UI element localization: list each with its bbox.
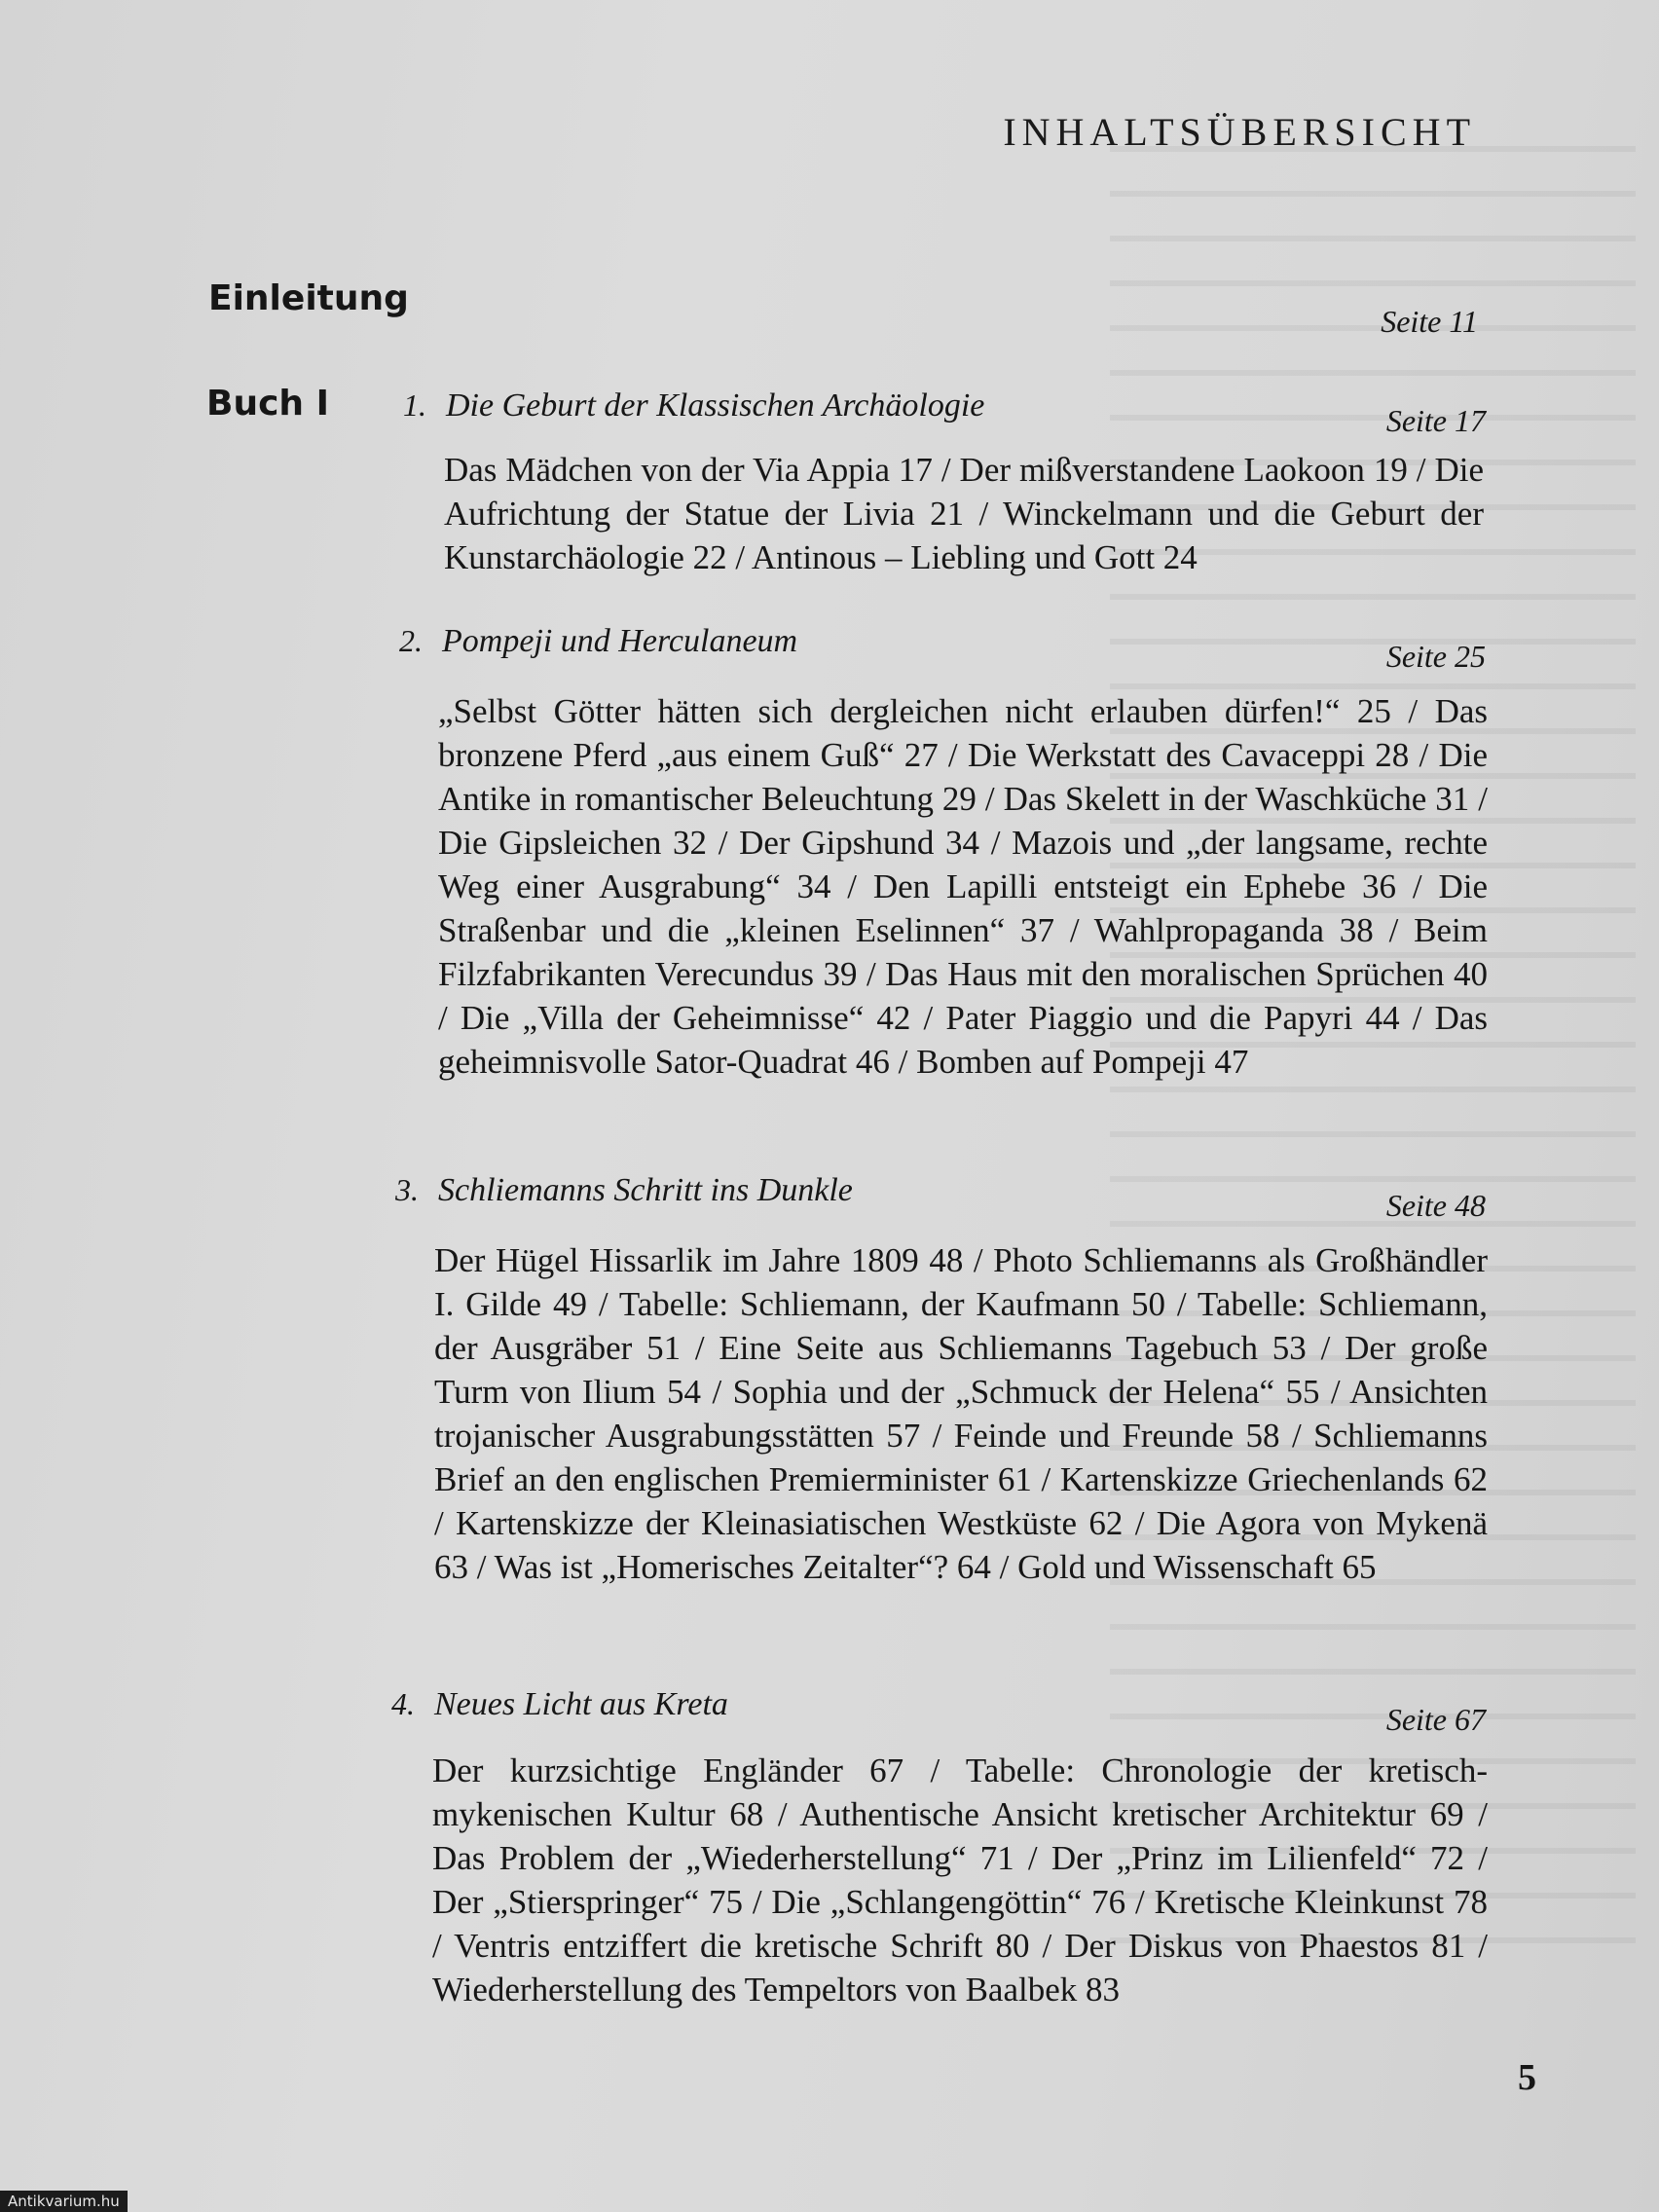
chapter-title: Pompeji und Herculaneum — [442, 623, 798, 659]
chapter-1 — [0, 387, 1659, 576]
introduction-label: Einleitung — [208, 278, 409, 318]
chapter-entries: Der kurzsichtige Engländer 67 / Tabelle: Chronologie der kretisch-mykenischen Kultur 68 / Authentische Ansicht kretischer Architektur 69 / Das Problem der „Wiederherstellung“ 71 / Der „Prinz im Lilienfeld“ 72 / Der „Stierspringer“ 75 / Die „Schlangengöttin“ 76 / Kretische Kleinkunst 78 / Ventris entziffert die kretische Schrift 80 / Der Diskus von Phaestos 81 / Wiederherstellung des Tempeltors von Baalbek 83 — [432, 1751, 1488, 2009]
chapter-title: Schliemanns Schritt ins Dunkle — [438, 1172, 853, 1208]
chapter-heading — [0, 1686, 1659, 1737]
chapter-title: Die Geburt der Klassischen Archäologie — [446, 387, 985, 424]
chapter-entries: Das Mädchen von der Via Appia 17 / Der mißverstandene Laokoon 19 / Die Aufrichtung der Statue der Livia 21 / Winckelmann und die Geburt der Kunstarchäologie 22 / Antinous – Liebling und Gott 24 — [444, 451, 1484, 576]
chapter-page: Seite 25 — [1385, 639, 1486, 674]
chapter-page: Seite 67 — [1385, 1702, 1486, 1737]
chapter-number: 3. — [395, 1172, 419, 1207]
chapter-2 — [0, 623, 1659, 1081]
chapter-number: 1. — [403, 387, 426, 423]
chapter-4 — [0, 1686, 1659, 2009]
chapter-entries: „Selbst Götter hätten sich dergleichen nicht erlauben dürfen!“ 25 / Das bronzene Pferd „aus einem Guß“ 27 / Die Werkstatt des Cavaceppi 28 / Die Antike in romantischer Beleuchtung 29 / Das Skelett in der Waschküche 31 / Die Gipsleichen 32 / Der Gipshund 34 / Mazois und „der langsame, rechte Weg einer Ausgrabung“ 34 / Den Lapilli entsteigt ein Ephebe 36 / Die Straßenbar und die „kleinen Eselinnen“ 37 / Wahlpropaganda 38 / Beim Filzfabrikanten Verecundus 39 / Das Haus mit den moralischen Sprüchen 40 / Die „Villa der Geheimnisse“ 42 / Pater Piaggio und die Papyri 44 / Das geheimnisvolle Sator-Quadrat 46 / Bomben auf Pompeji 47 — [438, 692, 1488, 1081]
chapter-entries: Der Hügel Hissarlik im Jahre 1809 48 / Photo Schliemanns als Großhändler I. Gilde 49 / Tabelle: Schliemann, der Kaufmann 50 / Tabelle: Schliemann, der Ausgräber 51 / Eine Seite aus Schliemanns Tagebuch 53 / Der große Turm von Ilium 54 / Sophia und der „Schmuck der Helena“ 55 / Ansichten trojanischer Ausgrabungsstätten 57 / Feinde und Freunde 58 / Schliemanns Brief an den englischen Premierminister 61 / Kartenskizze Griechenlands 62 / Kartenskizze der Kleinasiatischen Westküste 62 / Die Agora von Mykenä 63 / Was ist „Homerisches Zeitalter“? 64 / Gold und Wissenschaft 65 — [434, 1241, 1488, 1586]
chapter-heading — [0, 1172, 1659, 1223]
running-head: INHALTSÜBERSICHT — [1003, 110, 1476, 154]
chapter-3 — [0, 1172, 1659, 1586]
introduction-page: Seite 11 — [1381, 304, 1478, 339]
chapter-number: 4. — [391, 1686, 415, 1721]
chapter-page: Seite 48 — [1385, 1188, 1486, 1223]
chapter-heading — [0, 387, 1659, 438]
watermark: Antikvarium.hu — [0, 2191, 128, 2212]
chapter-heading — [0, 623, 1659, 674]
chapter-page: Seite 17 — [1385, 403, 1486, 438]
chapter-title: Neues Licht aus Kreta — [434, 1686, 728, 1722]
page-number: 5 — [1518, 2057, 1536, 2098]
book-label: Buch I — [206, 384, 329, 424]
chapter-number: 2. — [399, 623, 423, 658]
